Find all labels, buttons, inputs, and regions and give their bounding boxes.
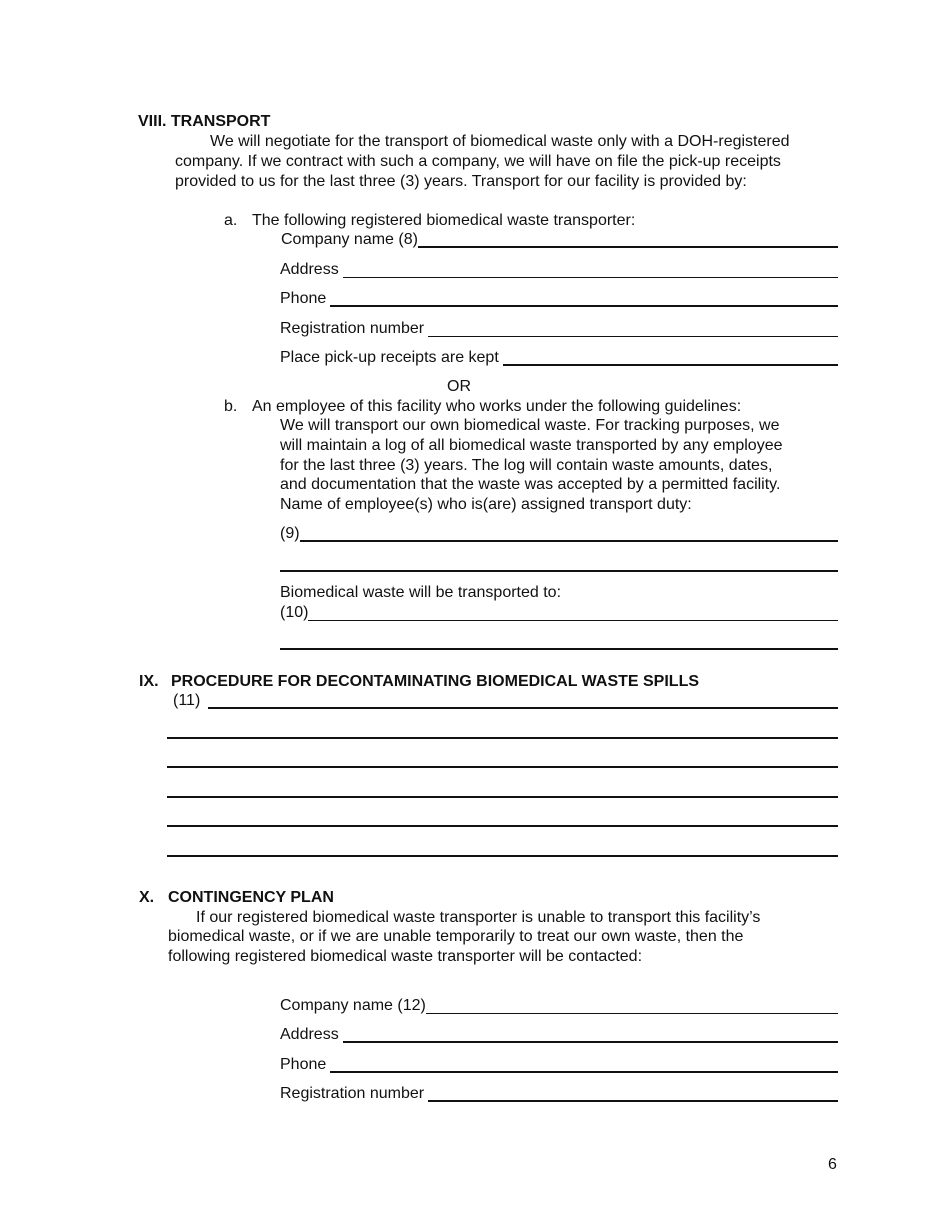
transporter-registration-field[interactable] bbox=[280, 319, 838, 339]
destination-label: Biomedical waste will be transported to: bbox=[280, 584, 562, 601]
contingency-registration-field[interactable] bbox=[280, 1084, 838, 1104]
option-b-paragraph-line-4: and documentation that the waste was accepted by a permitted facility. bbox=[280, 476, 781, 493]
section-ix-number: IX. bbox=[139, 673, 159, 690]
contingency-address-label: Address bbox=[280, 1026, 339, 1044]
option-b-paragraph-line-1: We will transport our own biomedical waste. For tracking purposes, we bbox=[280, 417, 780, 434]
destination-field-label: (10) bbox=[280, 604, 309, 622]
contingency-phone-line[interactable] bbox=[330, 1071, 838, 1073]
contingency-registration-line[interactable] bbox=[428, 1100, 838, 1102]
contingency-registration-label: Registration number bbox=[280, 1085, 425, 1103]
address-line[interactable] bbox=[343, 277, 838, 278]
receipts-location-field[interactable] bbox=[280, 348, 838, 368]
spill-procedure-line-1[interactable] bbox=[208, 707, 838, 709]
option-b-text: An employee of this facility who works under the following guidelines: bbox=[252, 398, 742, 415]
receipts-location-line[interactable] bbox=[503, 364, 838, 366]
option-b-marker: b. bbox=[224, 398, 238, 415]
phone-line[interactable] bbox=[330, 305, 838, 307]
transport-intro-line-1: We will negotiate for the transport of biomedical waste only with a DOH-registered bbox=[210, 133, 790, 150]
transport-intro-line-3: provided to us for the last three (3) years. Transport for our facility is provided by: bbox=[175, 173, 747, 190]
employee-field-label: (9) bbox=[280, 525, 300, 543]
option-a-marker: a. bbox=[224, 212, 238, 229]
spill-procedure-field[interactable] bbox=[173, 691, 838, 711]
contingency-paragraph-line-3: following registered biomedical waste transporter will be contacted: bbox=[168, 948, 643, 965]
company-name-line[interactable] bbox=[418, 246, 838, 248]
contingency-paragraph-line-1: If our registered biomedical waste transporter is unable to transport this facility’s bbox=[196, 909, 761, 926]
spill-procedure-label: (11) bbox=[173, 692, 201, 710]
spill-procedure-line-3[interactable] bbox=[167, 766, 838, 768]
phone-label: Phone bbox=[280, 290, 327, 308]
contingency-phone-label: Phone bbox=[280, 1056, 327, 1074]
spill-procedure-line-2[interactable] bbox=[167, 737, 838, 739]
contingency-company-name-label: Company name (12) bbox=[280, 997, 426, 1015]
contingency-phone-field[interactable] bbox=[280, 1055, 838, 1075]
transporter-address-field[interactable] bbox=[280, 260, 838, 280]
registration-line[interactable] bbox=[428, 336, 838, 337]
destination-line[interactable] bbox=[308, 620, 838, 621]
transporter-company-name-field[interactable] bbox=[281, 230, 838, 250]
contingency-paragraph-line-2: biomedical waste, or if we are unable temporarily to treat our own waste, then the bbox=[168, 928, 744, 945]
destination-line-2[interactable] bbox=[280, 648, 838, 650]
section-viii-heading: VIII. TRANSPORT bbox=[138, 113, 271, 130]
page-number: 6 bbox=[828, 1156, 837, 1173]
contingency-company-name-field[interactable] bbox=[280, 996, 838, 1016]
contingency-address-line[interactable] bbox=[343, 1041, 838, 1043]
spill-procedure-line-4[interactable] bbox=[167, 796, 838, 798]
contingency-company-name-line[interactable] bbox=[426, 1013, 838, 1014]
employee-name-line-2[interactable] bbox=[280, 570, 838, 572]
option-b-paragraph-line-2: will maintain a log of all biomedical waste transported by any employee bbox=[280, 437, 783, 454]
destination-field[interactable] bbox=[280, 603, 838, 623]
receipts-location-label: Place pick-up receipts are kept bbox=[280, 349, 499, 367]
transporter-phone-field[interactable] bbox=[280, 289, 838, 309]
contingency-address-field[interactable] bbox=[280, 1025, 838, 1045]
section-x-number: X. bbox=[139, 889, 155, 906]
transport-intro-line-2: company. If we contract with such a company, we will have on file the pick-up receipts bbox=[175, 153, 781, 170]
company-name-label: Company name (8) bbox=[281, 231, 418, 249]
option-b-paragraph-line-5: Name of employee(s) who is(are) assigned transport duty: bbox=[280, 496, 692, 513]
or-label: OR bbox=[447, 378, 471, 395]
spill-procedure-line-5[interactable] bbox=[167, 825, 838, 827]
option-b-paragraph-line-3: for the last three (3) years. The log will contain waste amounts, dates, bbox=[280, 457, 773, 474]
registration-label: Registration number bbox=[280, 320, 425, 338]
spill-procedure-line-6[interactable] bbox=[167, 855, 838, 857]
section-ix-heading: PROCEDURE FOR DECONTAMINATING BIOMEDICAL WASTE SPILLS bbox=[171, 673, 700, 690]
section-x-heading: CONTINGENCY PLAN bbox=[168, 889, 334, 906]
employee-name-line[interactable] bbox=[300, 540, 838, 542]
address-label: Address bbox=[280, 261, 339, 279]
employee-name-field[interactable] bbox=[280, 524, 838, 544]
option-a-text: The following registered biomedical waste transporter: bbox=[252, 212, 636, 229]
